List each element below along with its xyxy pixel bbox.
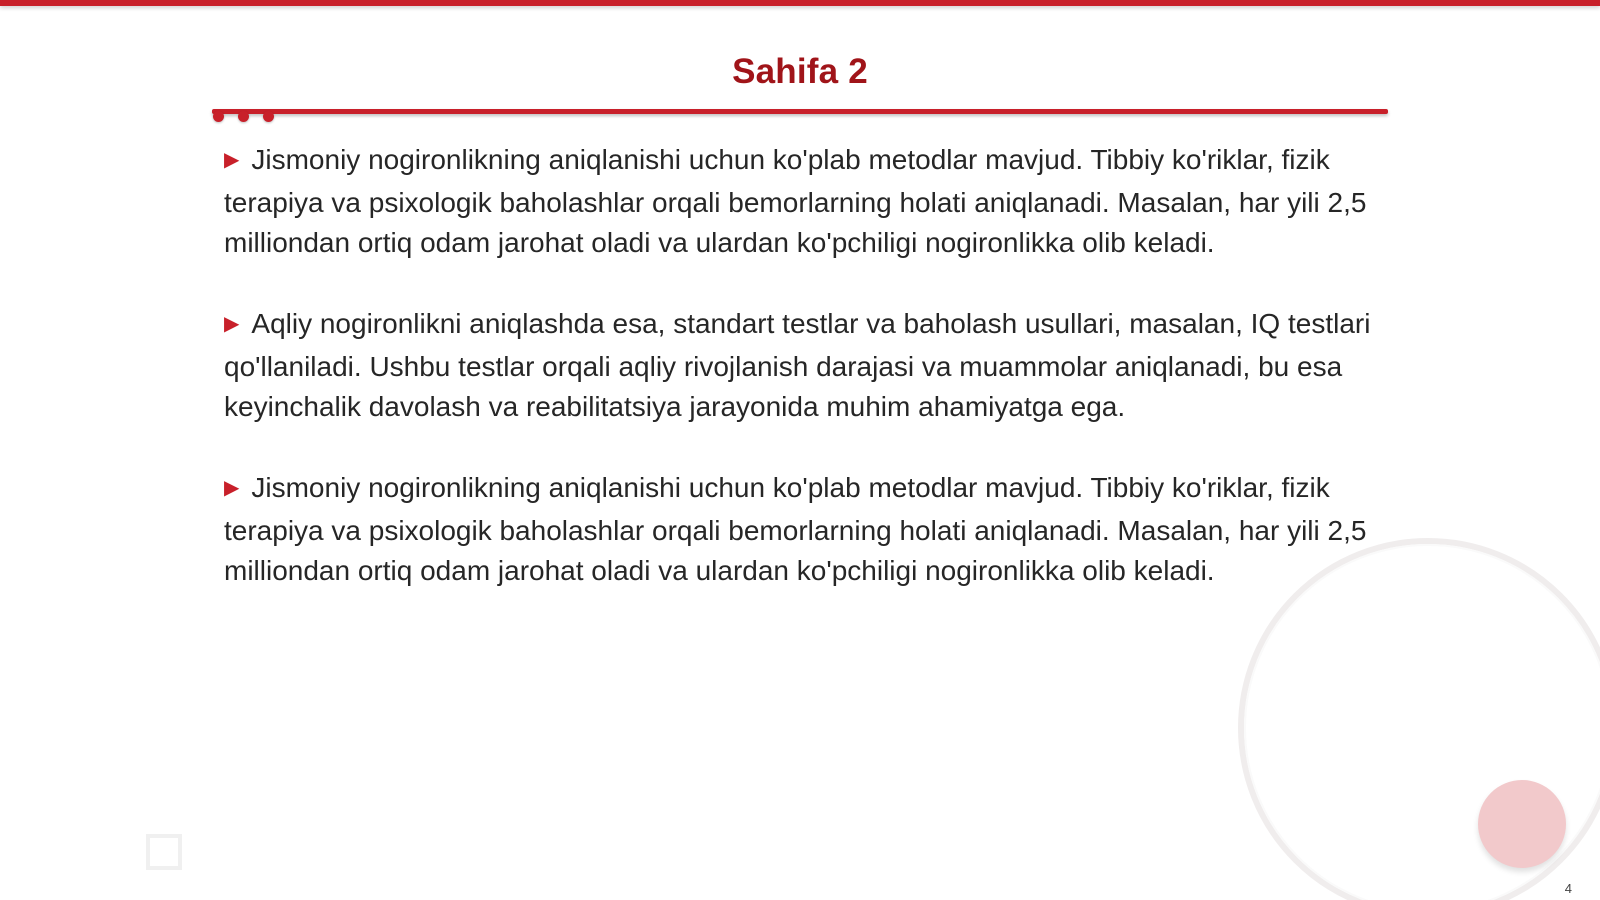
bullet-text: Jismoniy nogironlikning aniqlanishi uchun ko'plab metodlar mavjud. Tibbiy ko'riklar, fizik terapiya va psixologik baholashlar orqali bemorlarning holati aniqlanadi. Masalan, har yili 2,5 milliondan ortiq odam jarohat oladi va ulardan ko'pchiligi nogironlikka olib keladi. <box>224 472 1367 586</box>
slide-title: Sahifa 2 <box>732 52 868 91</box>
decorative-square <box>146 834 182 870</box>
bullet-item <box>224 304 1384 427</box>
triangle-bullet-icon: ▶ <box>224 313 240 335</box>
bullet-item <box>224 140 1384 263</box>
bullet-item <box>224 468 1384 591</box>
bullet-text: Jismoniy nogironlikning aniqlanishi uchun ko'plab metodlar mavjud. Tibbiy ko'riklar, fizik terapiya va psixologik baholashlar orqali bemorlarning holati aniqlanadi. Masalan, har yili 2,5 milliondan ortiq odam jarohat oladi va ulardan ko'pchiligi nogironlikka olib keladi. <box>224 144 1367 258</box>
page-number: 4 <box>1564 881 1572 896</box>
bullet-list <box>224 140 1384 632</box>
title-underline <box>212 109 1388 114</box>
bullet-text: Aqliy nogironlikni aniqlashda esa, standart testlar va baholash usullari, masalan, IQ testlari qo'llaniladi. Ushbu testlar orqali aqliy rivojlanish darajasi va muammolar aniqlanadi, bu esa keyinchalik davolash va reabilitatsiya jarayonida muhim ahamiyatga ega. <box>224 308 1371 422</box>
triangle-bullet-icon: ▶ <box>224 477 240 499</box>
decorative-circle <box>1478 780 1566 868</box>
top-accent-bar <box>0 0 1600 6</box>
underline-dot <box>238 111 249 122</box>
underline-dot <box>213 111 224 122</box>
triangle-bullet-icon: ▶ <box>224 149 240 171</box>
underline-dot <box>263 111 274 122</box>
